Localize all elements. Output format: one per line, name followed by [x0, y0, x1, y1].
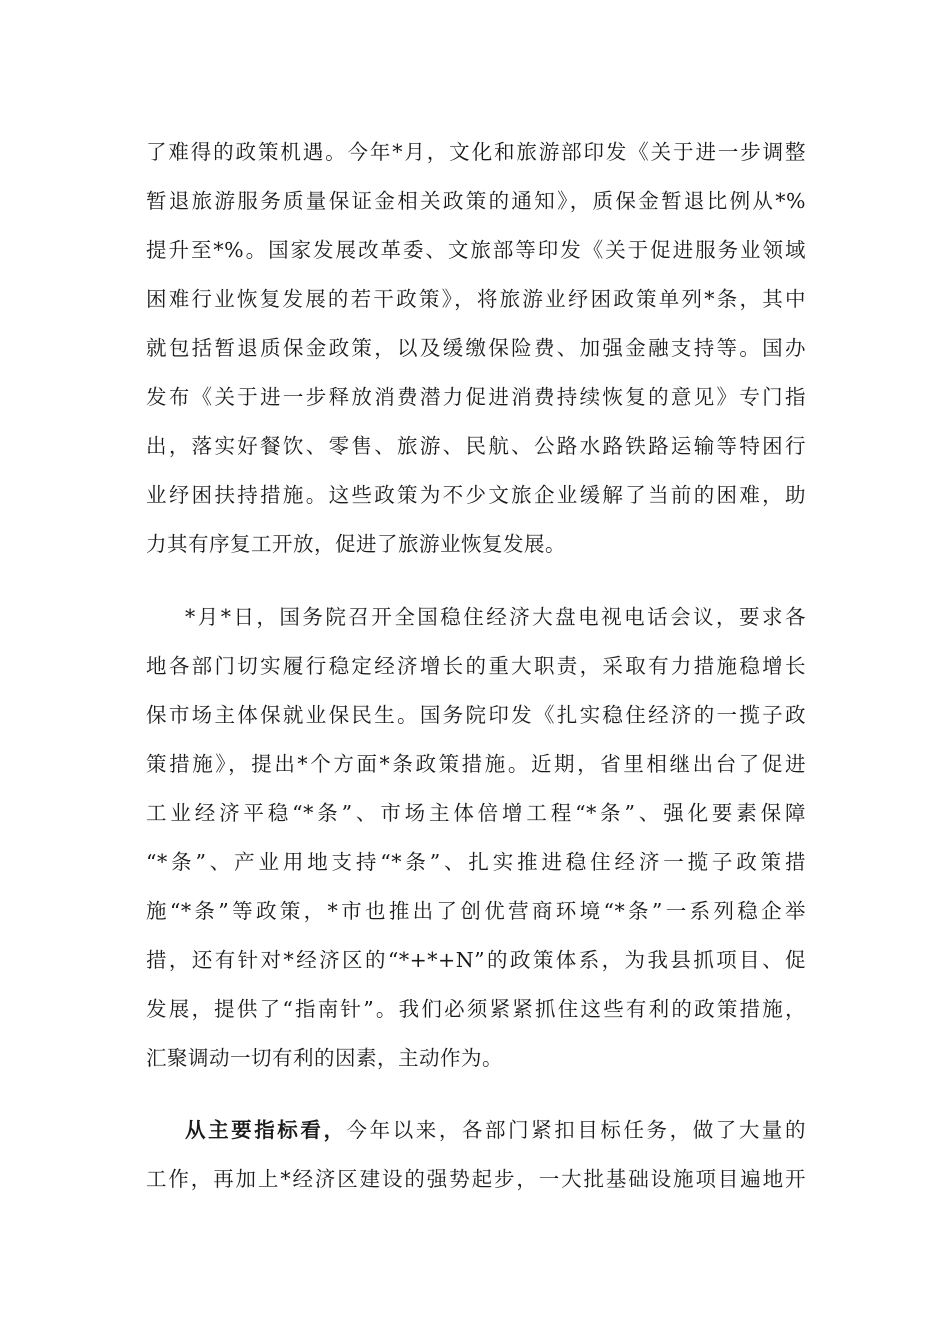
paragraph-2-line-5: 工业经济平稳“*条”、市场主体倍增工程“*条”、强化要素保障 — [146, 801, 806, 825]
paragraph-2-line-9: 发展，提供了“指南针”。我们必须紧紧抓住这些有利的政策措施， — [146, 997, 806, 1021]
paragraph-2-line-8: 措，还有针对*经济区的“*+*+N”的政策体系，为我县抓项目、促 — [146, 948, 806, 972]
paragraph-1-line-2: 暂退旅游服务质量保证金相关政策的通知》，质保金暂退比例从*% — [146, 189, 806, 213]
paragraph-3-line-1 — [185, 1110, 806, 1150]
paragraph-1-line-8: 业纾困扶持措施。这些政策为不少文旅企业缓解了当前的困难，助 — [146, 483, 806, 507]
paragraph-1-line-4: 困难行业恢复发展的若干政策》，将旅游业纾困政策单列*条，其中 — [146, 287, 806, 311]
paragraph-1-line-5: 就包括暂退质保金政策，以及缓缴保险费、加强金融支持等。国办 — [146, 336, 806, 360]
paragraph-3-lead-text: 今年以来，各部门紧扣目标任务，做了大量的 — [346, 1118, 807, 1142]
paragraph-2-line-10: 汇聚调动一切有利的因素，主动作为。 — [146, 1046, 503, 1070]
paragraph-2-line-4: 策措施》，提出*个方面*条政策措施。近期，省里相继出台了促进 — [146, 752, 806, 776]
paragraph-1-line-3: 提升至*%。国家发展改革委、文旅部等印发《关于促进服务业领域 — [146, 238, 806, 262]
paragraph-1-line-7: 出，落实好餐饮、零售、旅游、民航、公路水路铁路运输等特困行 — [146, 434, 806, 458]
paragraph-2-line-3: 保市场主体保就业保民生。国务院印发《扎实稳住经济的一揽子政 — [146, 703, 806, 727]
paragraph-2-line-2: 地各部门切实履行稳定经济增长的重大职责，采取有力措施稳增长 — [146, 654, 806, 678]
paragraph-2-line-6: “*条”、产业用地支持“*条”、扎实推进稳住经济一揽子政策措 — [146, 850, 806, 874]
section-lead-heading: 从主要指标看， — [185, 1118, 347, 1142]
paragraph-1-line-9: 力其有序复工开放，促进了旅游业恢复发展。 — [146, 532, 566, 556]
paragraph-2-line-1: *月*日，国务院召开全国稳住经济大盘电视电话会议，要求各 — [185, 605, 806, 629]
paragraph-3-line-2: 工作，再加上*经济区建设的强势起步，一大批基础设施项目遍地开 — [146, 1167, 806, 1191]
paragraph-1-line-1: 了难得的政策机遇。今年*月，文化和旅游部印发《关于进一步调整 — [146, 140, 806, 164]
paragraph-1-line-6: 发布《关于进一步释放消费潜力促进消费持续恢复的意见》专门指 — [146, 385, 806, 409]
paragraph-2-line-7: 施“*条”等政策，*市也推出了创优营商环境“*条”一系列稳企举 — [146, 899, 806, 923]
